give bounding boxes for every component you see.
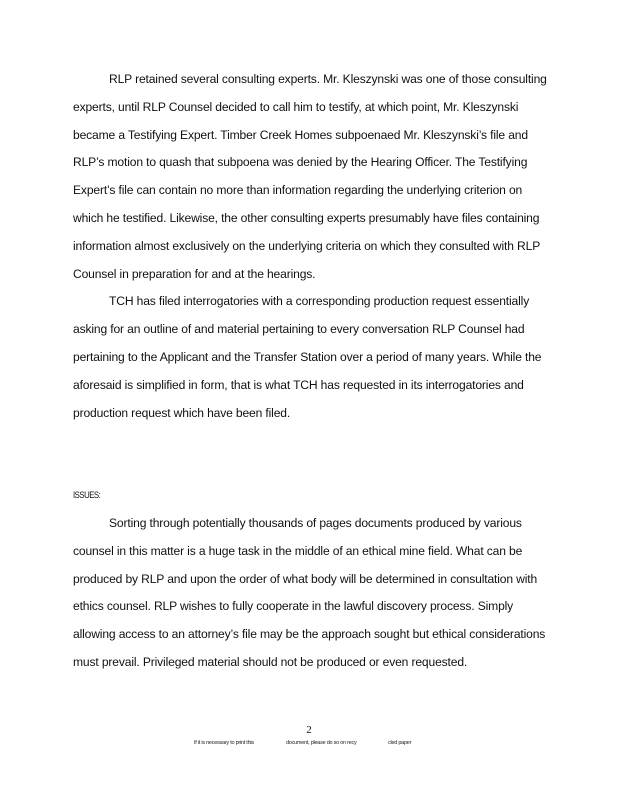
paragraph-interrogatories: TCH has filed interrogatories with a corresponding production request essentially asking for an outline of and material pertaining to every conversation RLP Counsel had pertaining to the Applicant and the Transfer Station over a period of many years. While the aforesaid is simplified in form, that is what TCH has requested in its interrogatories and production request which have been filed. xyxy=(73,294,542,420)
page-number: 2 xyxy=(306,724,312,736)
body-text-top xyxy=(73,66,553,427)
paragraph-sorting-documents: Sorting through potentially thousands of pages documents produced by various counsel in this matter is a huge task in the middle of an ethical mine field. What can be produced by RLP and upon the order of what body will be determined in consultation with ethics counsel. RLP wishes to fully cooperate in the lawful discovery process. Simply allowing access to an attorney’s file may be the approach sought but ethical considerations must prevail. Privileged material should not be produced or even requested. xyxy=(73,516,546,669)
body-text-bottom xyxy=(73,510,553,677)
footer-text-part1: If it is necessary to print this xyxy=(194,740,254,746)
footer-text-part3: cled paper xyxy=(388,740,412,746)
paragraph-consulting-experts: RLP retained several consulting experts. Mr. Kleszynski was one of those consulting experts, until RLP Counsel decided to call him to testify, at which point, Mr. Kleszynski became a Testifying Expert. Timber Creek Homes subpoenaed Mr. Kleszynski’s file and RLP’s motion to quash that subpoena was denied by the Hearing Officer. The Testifying Expert’s file can contain no more than information regarding the underlying criterion on which he testified. Likewise, the other consulting experts presumably have files containing information almost exclusively on the underlying criteria on which they consulted with RLP Counsel in preparation for and at the hearings. xyxy=(73,72,547,281)
issues-heading: ISSUES: xyxy=(73,490,101,501)
footer-text-part2: document, please do so on recy xyxy=(286,740,357,746)
